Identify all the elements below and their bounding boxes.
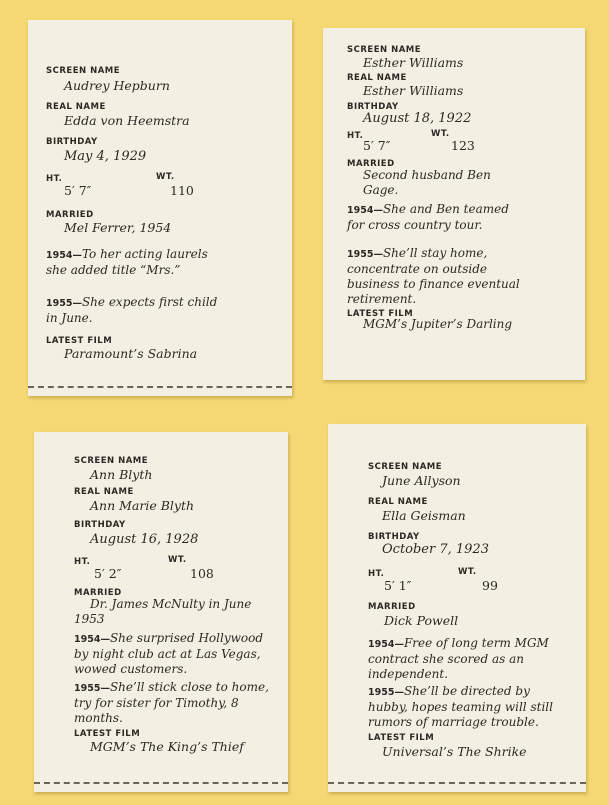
note-1954-year: 1954—	[368, 639, 404, 650]
birthday-label: BIRTHDAY	[368, 532, 420, 542]
real-name-label: REAL NAME	[74, 487, 134, 497]
birthday-label: BIRTHDAY	[46, 137, 98, 147]
height-value: 5′ 1″	[384, 578, 412, 593]
real-name-label: REAL NAME	[46, 102, 106, 112]
height-label: HT.	[74, 557, 91, 567]
clipping-ann-blyth	[34, 432, 288, 792]
latest-film-label: LATEST FILM	[74, 729, 141, 739]
latest-film-label: LATEST FILM	[46, 336, 113, 346]
screen-name-value: June Allyson	[382, 473, 461, 488]
real-name-label: REAL NAME	[347, 73, 407, 83]
tear-line	[28, 386, 292, 388]
note-1955-text: She expects first child in June.	[46, 295, 218, 325]
note-1954-year: 1954—	[74, 634, 110, 645]
weight-label: WT.	[431, 129, 450, 139]
note-1955-text: She’ll be directed by hubby, hopes teaming will still rumors of marriage trouble.	[368, 684, 553, 729]
height-value: 5′ 7″	[363, 138, 391, 153]
screen-name-value: Audrey Hepburn	[64, 78, 170, 93]
note-1955-year: 1955—	[368, 687, 404, 698]
weight-value: 110	[170, 183, 194, 198]
married-value: Dr. James McNulty in June 1953	[74, 597, 252, 626]
note-1954	[368, 636, 570, 682]
married-label: MARRIED	[46, 210, 94, 220]
note-1955-text: She’ll stay home, concentrate on outside business to finance eventual retirement.	[347, 246, 520, 306]
real-name-value: Ella Geisman	[382, 508, 466, 523]
note-1954-text: She and Ben teamed for cross country tour.	[347, 202, 509, 232]
note-1955	[74, 680, 274, 726]
birthday-value: August 16, 1928	[90, 532, 199, 547]
height-value: 5′ 2″	[94, 566, 122, 581]
screen-name-label: SCREEN NAME	[46, 66, 121, 76]
weight-label: WT.	[458, 567, 477, 577]
weight-label: WT.	[168, 555, 187, 565]
birthday-value: October 7, 1923	[382, 542, 489, 557]
married-label: MARRIED	[74, 588, 122, 598]
note-1954	[347, 202, 523, 233]
birthday-label: BIRTHDAY	[347, 102, 399, 112]
weight-value: 108	[190, 566, 214, 581]
real-name-label: REAL NAME	[368, 497, 428, 507]
height-label: HT.	[368, 569, 385, 579]
height-label: HT.	[46, 174, 63, 184]
latest-film-value: Paramount’s Sabrina	[64, 346, 198, 361]
note-1954	[46, 247, 230, 278]
married-label: MARRIED	[368, 602, 416, 612]
latest-film-label: LATEST FILM	[368, 733, 435, 743]
latest-film-value: Universal’s The Shrike	[382, 744, 527, 759]
married-value: Mel Ferrer, 1954	[64, 220, 172, 235]
married-value: Dick Powell	[384, 613, 459, 628]
note-1954-year: 1954—	[347, 205, 383, 216]
weight-value: 99	[482, 578, 498, 593]
birthday-value: August 18, 1922	[363, 111, 472, 126]
tear-line	[34, 782, 288, 784]
note-1955-text: She’ll stick close to home, try for sister for Timothy, 8 months.	[74, 680, 269, 725]
note-1954-text: Free of long term MGM contract she scored as an independent.	[368, 636, 549, 681]
clipping-june-allyson	[328, 424, 586, 792]
real-name-value: Ann Marie Blyth	[90, 498, 195, 513]
tear-line	[328, 782, 586, 784]
married-value: Second husband Ben Gage.	[363, 168, 491, 197]
note-1955-year: 1955—	[347, 249, 383, 260]
clipping-audrey-hepburn	[28, 20, 292, 396]
note-1954-text: To her acting laurels she added title “Mrs.”	[46, 247, 208, 277]
height-value: 5′ 7″	[64, 183, 92, 198]
birthday-label: BIRTHDAY	[74, 520, 126, 530]
real-name-value: Edda von Heemstra	[64, 113, 190, 128]
height-label: HT.	[347, 131, 364, 141]
screen-name-value: Esther Williams	[363, 55, 464, 70]
screen-name-value: Ann Blyth	[90, 467, 153, 482]
note-1954-year: 1954—	[46, 250, 82, 261]
screen-name-label: SCREEN NAME	[74, 456, 149, 466]
note-1955-year: 1955—	[74, 683, 110, 694]
weight-value: 123	[451, 138, 475, 153]
latest-film-value: MGM’s The King’s Thief	[90, 739, 244, 754]
note-1955	[347, 246, 523, 307]
note-1955-year: 1955—	[46, 298, 82, 309]
married-label: MARRIED	[347, 159, 395, 169]
note-1954-text: She surprised Hollywood by night club act at Las Vegas, wowed customers.	[74, 631, 263, 676]
screen-name-label: SCREEN NAME	[368, 462, 443, 472]
latest-film-value: MGM’s Jupiter’s Darling	[363, 317, 513, 331]
latest-film-label: LATEST FILM	[347, 309, 414, 319]
screen-name-label: SCREEN NAME	[347, 45, 422, 55]
note-1955	[46, 295, 230, 326]
birthday-value: May 4, 1929	[64, 149, 147, 164]
note-1955	[368, 684, 570, 730]
real-name-value: Esther Williams	[363, 83, 464, 98]
clipping-esther-williams	[323, 28, 585, 380]
note-1954	[74, 631, 274, 677]
weight-label: WT.	[156, 172, 175, 182]
